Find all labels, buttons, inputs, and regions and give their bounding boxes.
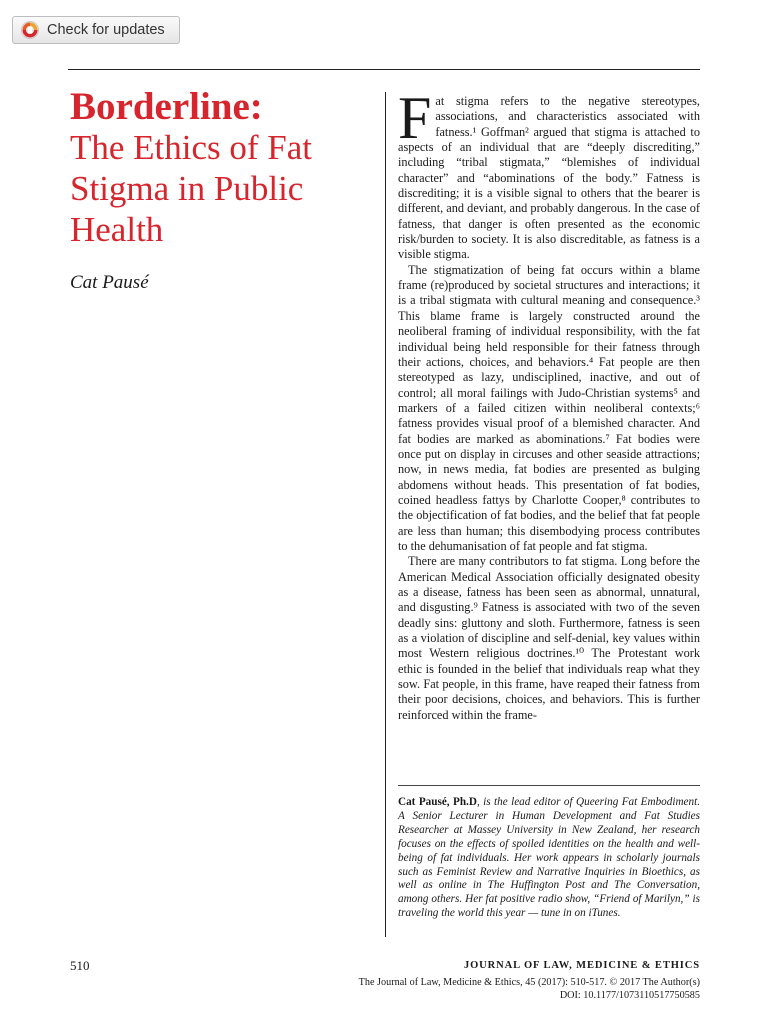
update-badge-icon [21,21,39,39]
body-paragraph [398,85,700,263]
body-paragraph: The stigmatization of being fat occurs within a blame frame (re)produced by societal structures and interactions; it is a tribal stigmata with cultural meaning and consequence.³ This blame frame is largely constructed around the neoliberal framing of individual responsibility, with the fat individual being held responsible for their fatness through their actions, choices, and behaviors.⁴ Fat people are then stereotyped as lazy, undisciplined, inactive, and out of control; all moral failings with Judo-Christian systems⁵ and markers of a failed citizen within neoliberal contexts;⁶ fatness provides visual proof of a blemished character. And fat bodies are marked as abominations.⁷ Fat bodies were once put on display in circuses and other seaside attractions; now, in news media, fat bodies are presented as bulging abdomens without heads. This presentation of fat bodies, coined headless fattys by Charlotte Cooper,⁸ contributes to the objectification of fat bodies, and the belief that fat people are less than human; this disembodying process contributes to the dehumanisation of fat people and fat stigma. [398,262,700,553]
top-rule [68,69,700,70]
journal-name: JOURNAL OF LAW, MEDICINE & ETHICS [463,960,700,971]
bio-separator [398,785,700,786]
badge-label: Check for updates [47,22,165,38]
bio-text: , is the lead editor of Queering Fat Embodiment. A Senior Lecturer in Human Development and Fat Studies Researcher at Massey University in New Zealand, her research focuses on the effects of spoiled identities on the health and well-being of fat individuals. Her work appears in scholarly journals such as Feminist Review and Narrative Inquiries in Bioethics, as well as online in The Huffington Post and The Conversation, among others. Her fat positive radio show, “Friend of Marilyn,” is traveling the world this year — tune in on iTunes. [398,796,700,920]
check-for-updates-badge[interactable] [12,16,180,44]
paragraph-text: at stigma refers to the negative stereotypes, associations, and characteristics associated with fatness.¹ Goffman² argued that stigma is attached to aspects of an individual that are “deeply discrediting,” including “tribal stigmata,” “blemishes of individual character” and “abominations of the body.” Fatness is discrediting; it is a visible signal to others that the bearer is different, and deviant, and probably dangerous. In the case of fatness, that danger is often presented as the economic risk/burden to society. It is also discreditable, as fatness is a visible stigma. [398,94,700,262]
bio-author-name: Cat Pausé, Ph.D [398,796,477,808]
citation: The Journal of Law, Medicine & Ethics, 45 (2017): 510-517. © 2017 The Author(s) [358,977,700,988]
author-bio [398,796,700,921]
body-paragraph: There are many contributors to fat stigma. Long before the American Medical Association officially designated obesity as a disease, fatness has been seen as abnormal, unnatural, and disgusting.⁹ Fatness is associated with two of the seven deadly sins: gluttony and sloth. Furthermore, fatness is seen as a violation of discipline and self-denial, key values within most Western religious doctrines.¹⁰ The Protestant work ethic is founded in the belief that individuals reap what they sow. Fat people, in this frame, have reaped their fatness from their poor decisions, choices, and behaviors. This is further reinforced within the frame- [398,554,700,722]
title-subtitle: The Ethics of Fat Stigma in Public Health [70,128,313,249]
column-divider [385,92,386,937]
article-body [398,85,700,723]
title-main: Borderline: [70,85,263,128]
doi: DOI: 10.1177/1073110517750585 [559,990,700,1001]
page-number: 510 [70,958,90,973]
drop-cap: F [398,85,432,151]
author-name: Cat Pausé [70,272,149,293]
article-title [70,86,370,250]
